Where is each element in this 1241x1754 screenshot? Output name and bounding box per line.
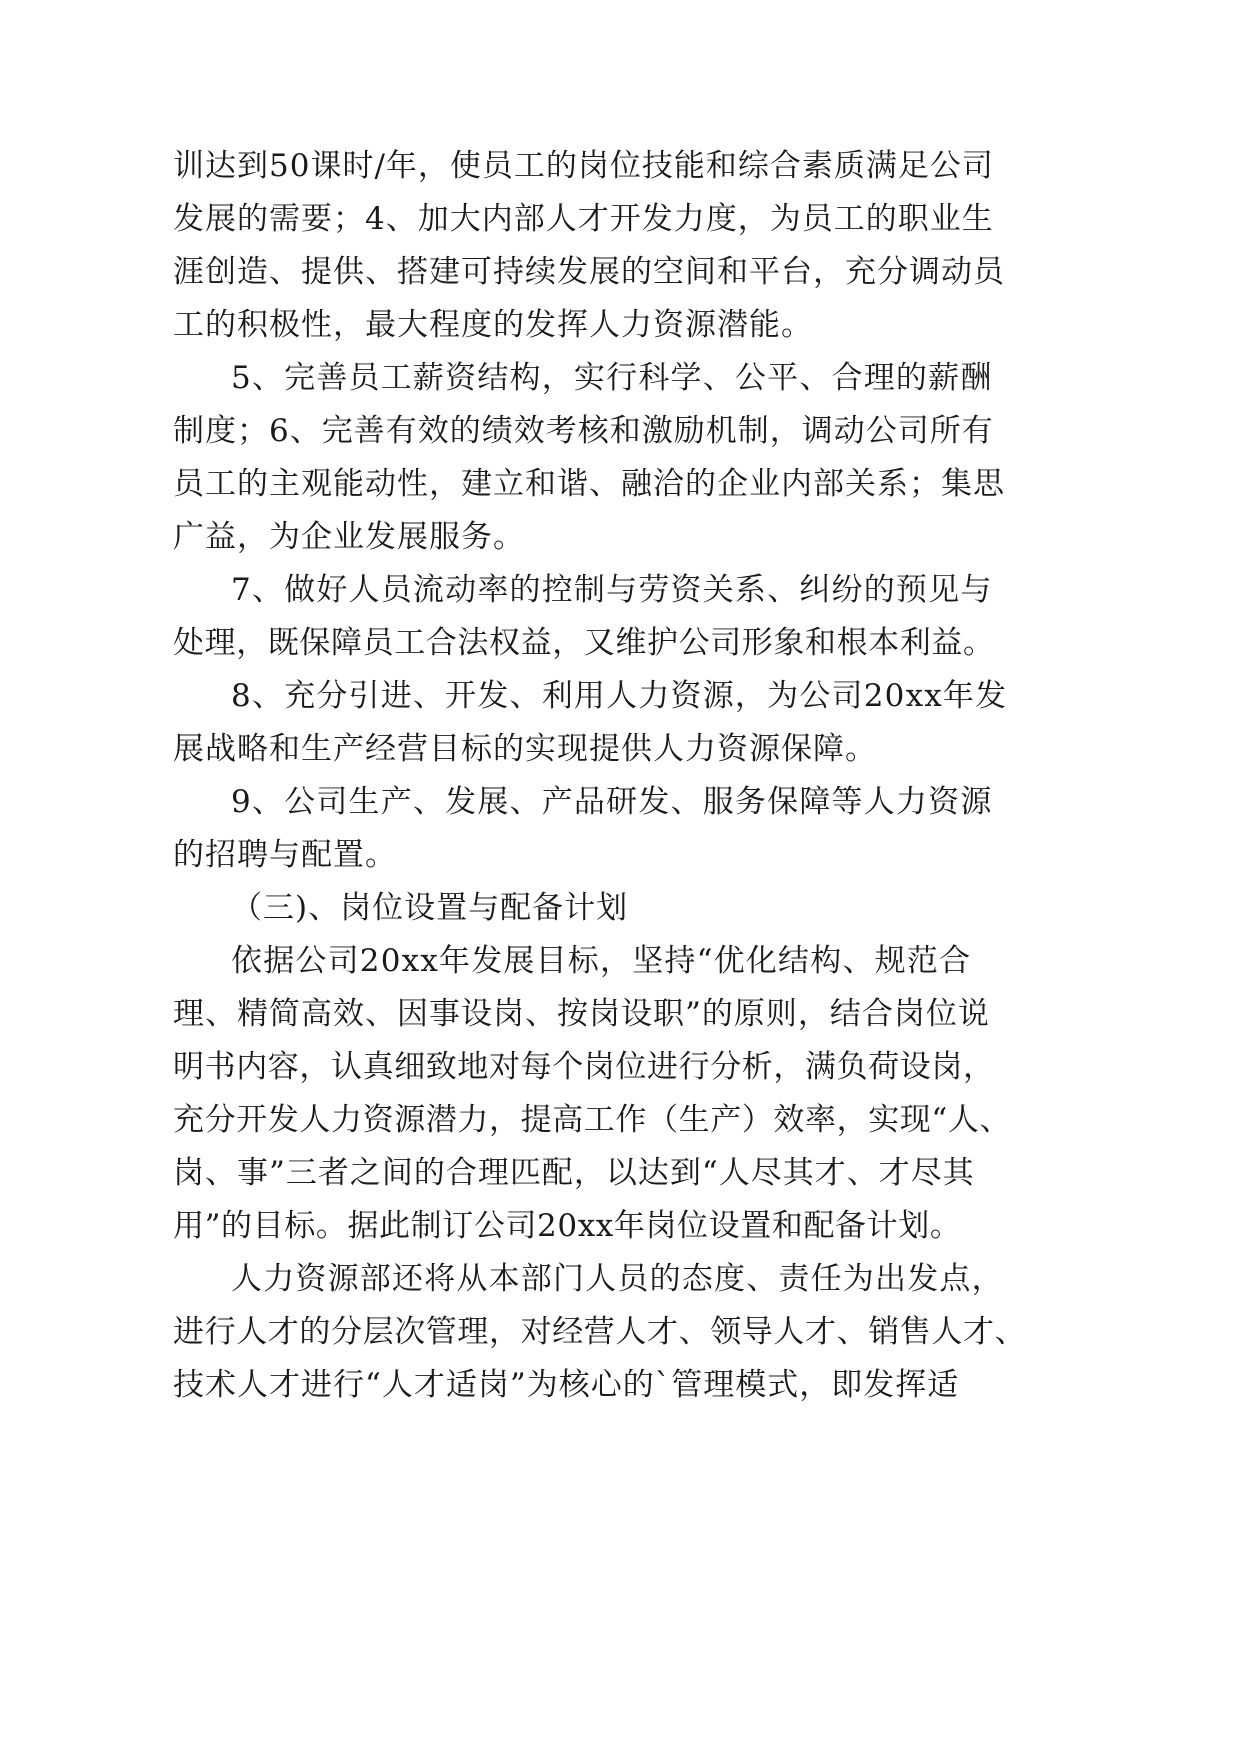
text-line: 涯创造、提供、搭建可持续发展的空间和平台，充分调动员 (173, 254, 1005, 290)
text-line: 5、完善员工薪资结构，实行科学、公平、合理的薪酬 (231, 360, 993, 396)
text-line: 7、做好人员流动率的控制与劳资关系、纠纷的预见与 (231, 572, 993, 608)
text-line: 9、公司生产、发展、产品研发、服务保障等人力资源 (231, 784, 993, 820)
section-heading: （三)、岗位设置与配备计划 (231, 890, 629, 926)
text-line: 制度；6、完善有效的绩效考核和激励机制，调动公司所有 (173, 413, 994, 449)
text-line: 展战略和生产经营目标的实现提供人力资源保障。 (173, 731, 877, 767)
text-line: 处理，既保障员工合法权益，又维护公司形象和根本利益。 (173, 625, 995, 661)
text-line: 的招聘与配置。 (173, 837, 397, 873)
text-line: 明书内容，认真细致地对每个岗位进行分析，满负荷设岗， (173, 1049, 995, 1085)
text-line: 依据公司20xx年发展目标，坚持“优化结构、规范合 (231, 943, 972, 979)
text-line: 技术人才进行“人才适岗”为核心的`管理模式，即发挥适 (173, 1367, 960, 1403)
text-line: 充分开发人力资源潜力，提高工作（生产）效率，实现“人、 (173, 1102, 1012, 1138)
text-line: 训达到50课时/年，使员工的岗位技能和综合素质满足公司 (173, 148, 994, 184)
text-line: 广益，为企业发展服务。 (173, 519, 525, 555)
text-line: 工的积极性，最大程度的发挥人力资源潜能。 (173, 307, 813, 343)
text-line: 发展的需要；4、加大内部人才开发力度，为员工的职业生 (173, 201, 994, 237)
text-line: 人力资源部还将从本部门人员的态度、责任为出发点， (231, 1261, 1004, 1297)
text-line: 员工的主观能动性，建立和谐、融洽的企业内部关系；集思 (173, 466, 1005, 502)
text-line: 岗、事”三者之间的合理匹配，以达到“人尽其才、才尽其 (173, 1155, 975, 1191)
text-line: 8、充分引进、开发、利用人力资源，为公司20xx年发 (231, 678, 1008, 714)
text-line: 用”的目标。据此制订公司20xx年岗位设置和配备计划。 (173, 1208, 962, 1244)
text-line: 进行人才的分层次管理，对经营人才、领导人才、销售人才、 (173, 1314, 1027, 1350)
text-line: 理、精简高效、因事设岗、按岗设职”的原则，结合岗位说 (173, 996, 990, 1032)
